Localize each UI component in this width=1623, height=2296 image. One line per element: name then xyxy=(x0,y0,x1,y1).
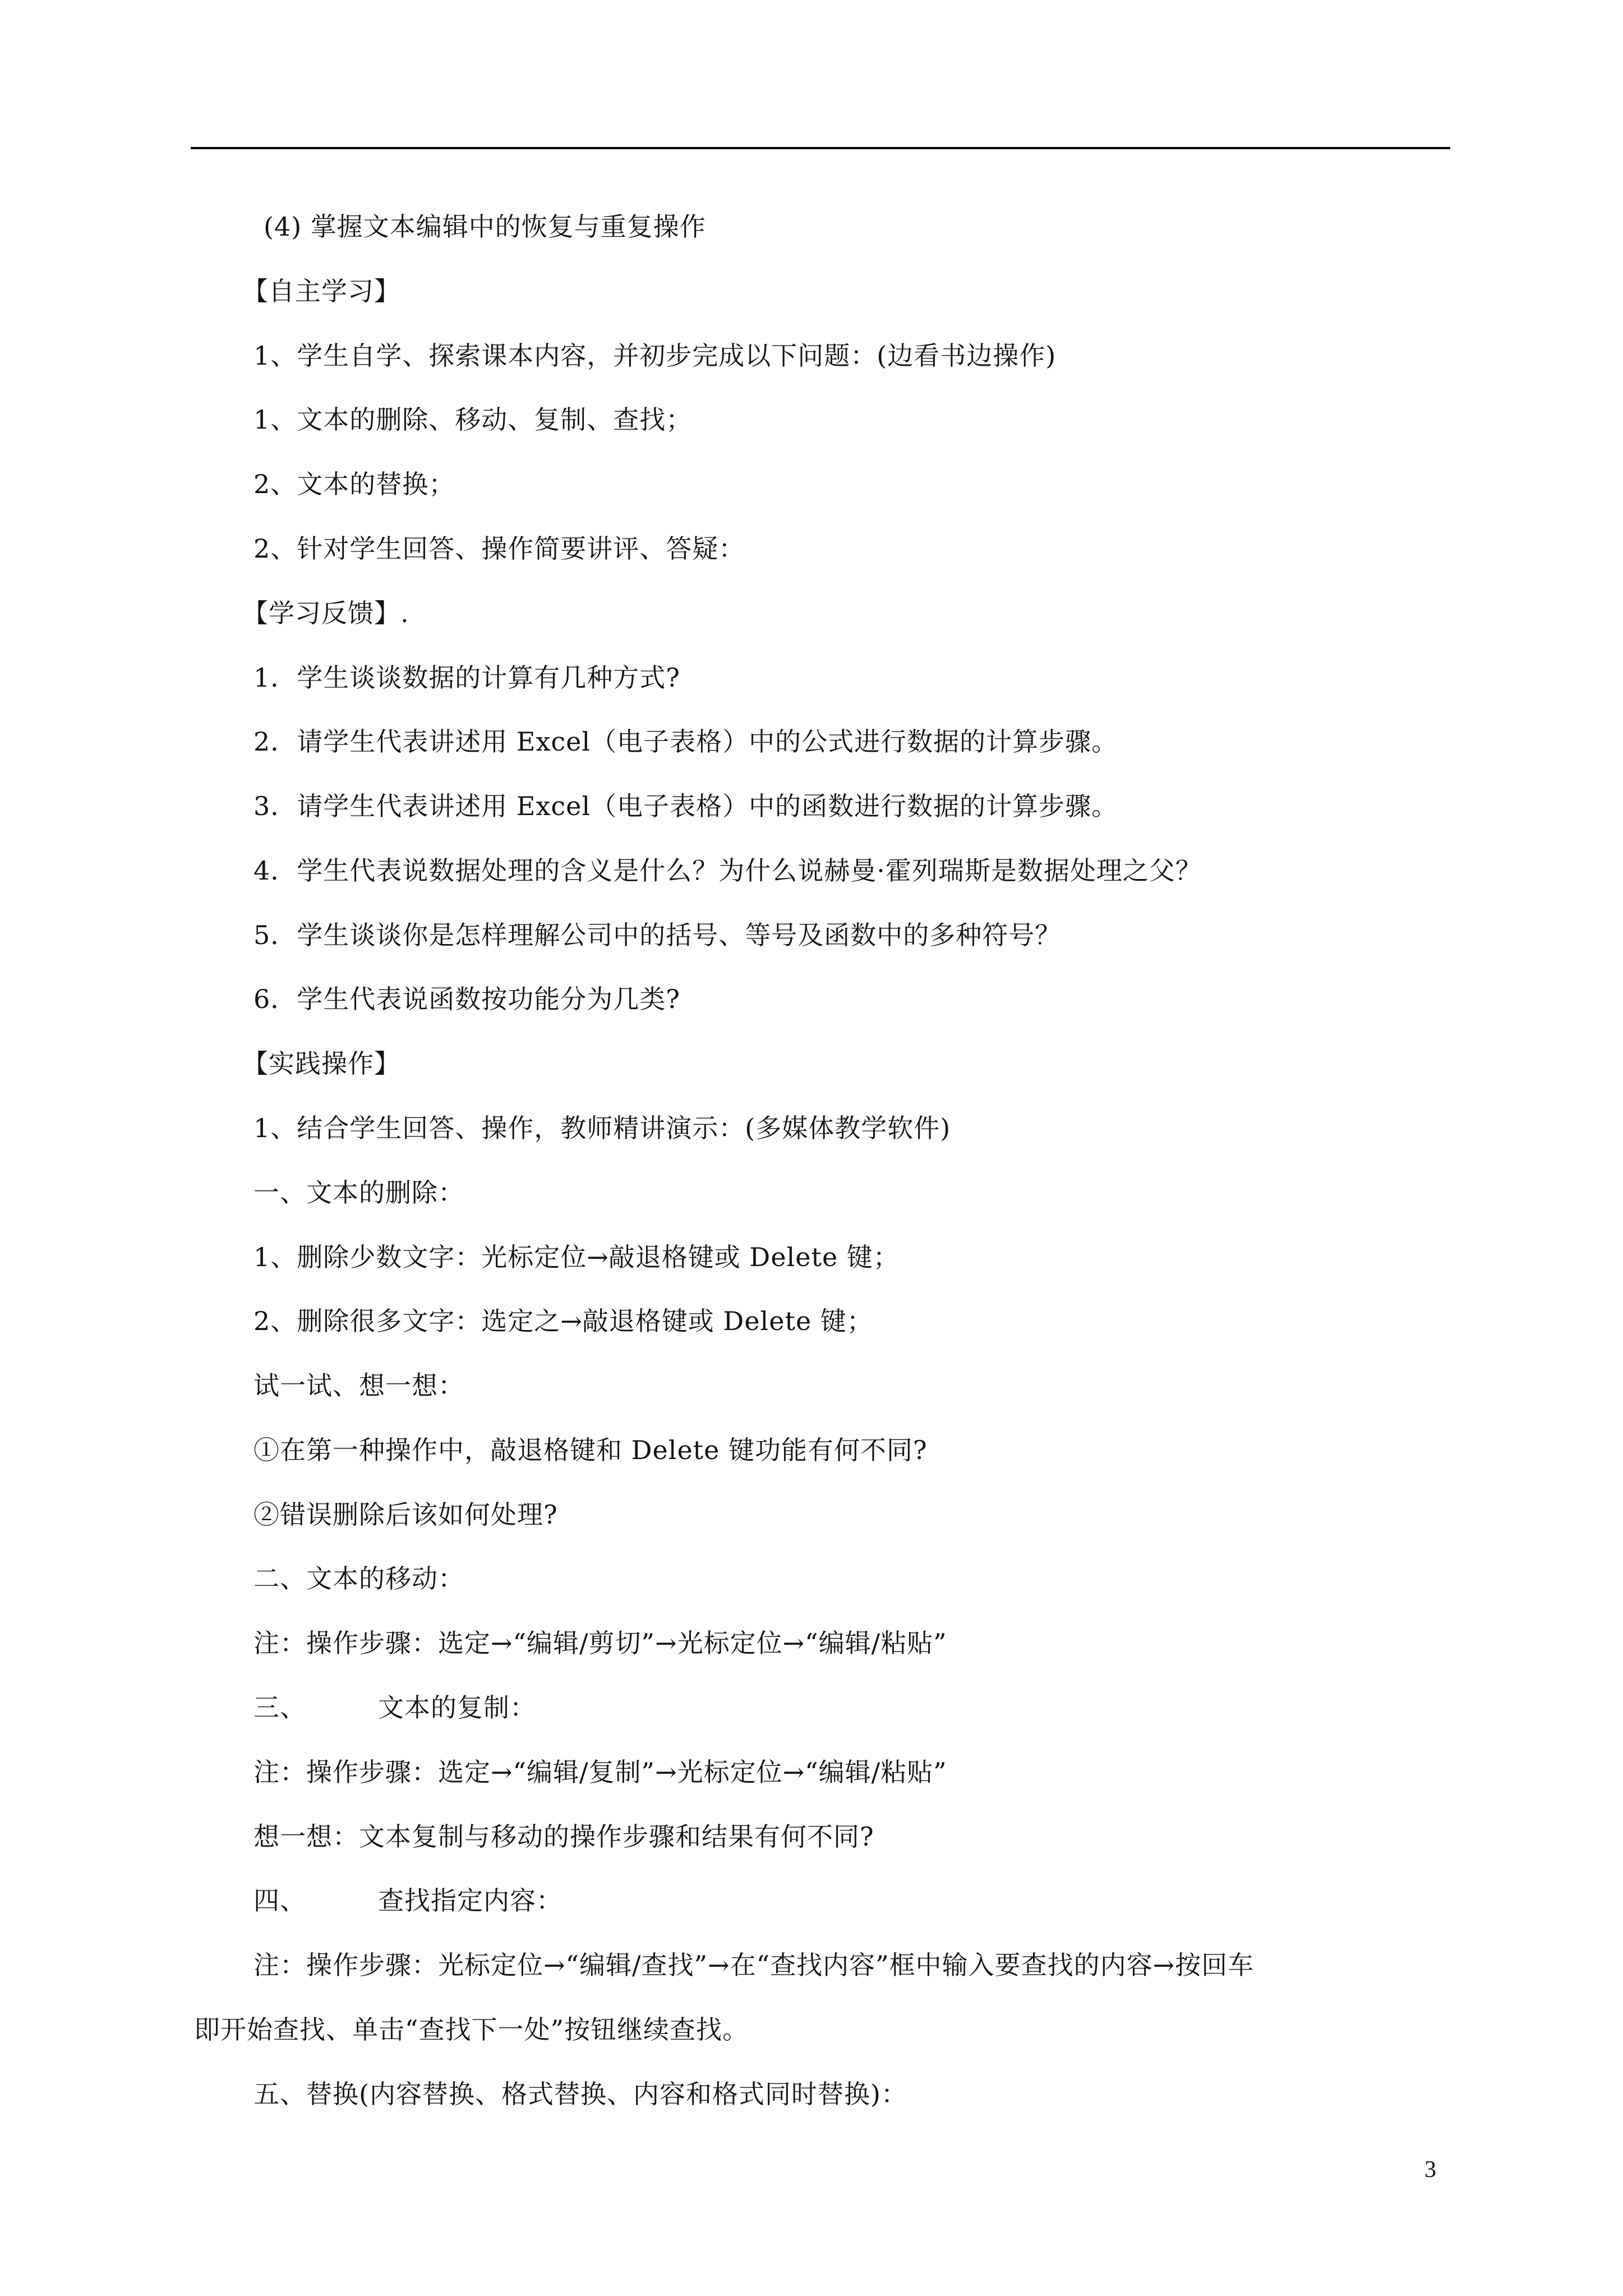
think-question: 想一想：文本复制与移动的操作步骤和结果有何不同? xyxy=(253,1821,874,1852)
feedback-question: 2．请学生代表讲述用 Excel（电子表格）中的公式进行数据的计算步骤。 xyxy=(253,726,1118,757)
section-heading-practice: 【实践操作】 xyxy=(242,1048,400,1079)
subsection-title: 文本的复制： xyxy=(378,1692,536,1723)
feedback-question: 3．请学生代表讲述用 Excel（电子表格）中的函数进行数据的计算步骤。 xyxy=(253,791,1118,821)
subsection-heading-replace: 五、替换(内容替换、格式替换、内容和格式同时替换)： xyxy=(253,2079,907,2109)
subsection-number: 四、 xyxy=(253,1885,306,1916)
subsection-heading-move: 二、文本的移动： xyxy=(253,1563,464,1594)
try-think-heading: 试一试、想一想： xyxy=(253,1370,464,1401)
practice-item: 1、结合学生回答、操作，教师精讲演示：(多媒体教学软件) xyxy=(253,1113,951,1143)
self-study-item: 2、针对学生回答、操作简要讲评、答疑： xyxy=(253,533,745,564)
copy-note: 注：操作步骤：选定→“编辑/复制”→光标定位→“编辑/粘贴” xyxy=(253,1757,947,1787)
find-note: 注：操作步骤：光标定位→“编辑/查找”→在“查找内容”框中输入要查找的内容→按回车 xyxy=(253,1950,1255,1980)
delete-step: 1、删除少数文字：光标定位→敲退格键或 Delete 键； xyxy=(253,1242,900,1272)
move-note: 注：操作步骤：选定→“编辑/剪切”→光标定位→“编辑/粘贴” xyxy=(253,1628,947,1658)
self-study-item: 1、学生自学、探索课本内容，并初步完成以下问题：(边看书边操作) xyxy=(253,341,1057,371)
subsection-heading-find xyxy=(253,1884,562,1917)
delete-step: 2、删除很多文字：选定之→敲退格键或 Delete 键； xyxy=(253,1306,873,1336)
find-note-continuation: 即开始查找、单击“查找下一处”按钮继续查找。 xyxy=(194,2014,749,2045)
self-study-subitem: 1、文本的删除、移动、复制、查找； xyxy=(253,404,693,435)
try-think-question: ①在第一种操作中，敲退格键和 Delete 键功能有何不同? xyxy=(253,1435,928,1465)
objective-item-4: (4) 掌握文本编辑中的恢复与重复操作 xyxy=(264,211,706,242)
try-think-question: ②错误删除后该如何处理? xyxy=(253,1499,558,1530)
subsection-title: 查找指定内容： xyxy=(378,1885,562,1916)
feedback-question: 1．学生谈谈数据的计算有几种方式? xyxy=(253,662,680,693)
section-heading-feedback: 【学习反馈】. xyxy=(242,598,409,628)
feedback-question: 4．学生代表说数据处理的含义是什么？为什么说赫曼·霍列瑞斯是数据处理之父？ xyxy=(253,855,1202,886)
subsection-heading-copy xyxy=(253,1691,536,1724)
self-study-subitem: 2、文本的替换； xyxy=(253,469,455,499)
subsection-heading-delete: 一、文本的删除： xyxy=(253,1177,464,1208)
subsection-number: 三、 xyxy=(253,1692,306,1723)
feedback-question: 6．学生代表说函数按功能分为几类? xyxy=(253,984,680,1014)
section-heading-self-study: 【自主学习】 xyxy=(242,276,400,306)
page-number: 3 xyxy=(1424,2157,1436,2183)
feedback-question: 5．学生谈谈你是怎样理解公司中的括号、等号及函数中的多种符号？ xyxy=(253,920,1062,950)
